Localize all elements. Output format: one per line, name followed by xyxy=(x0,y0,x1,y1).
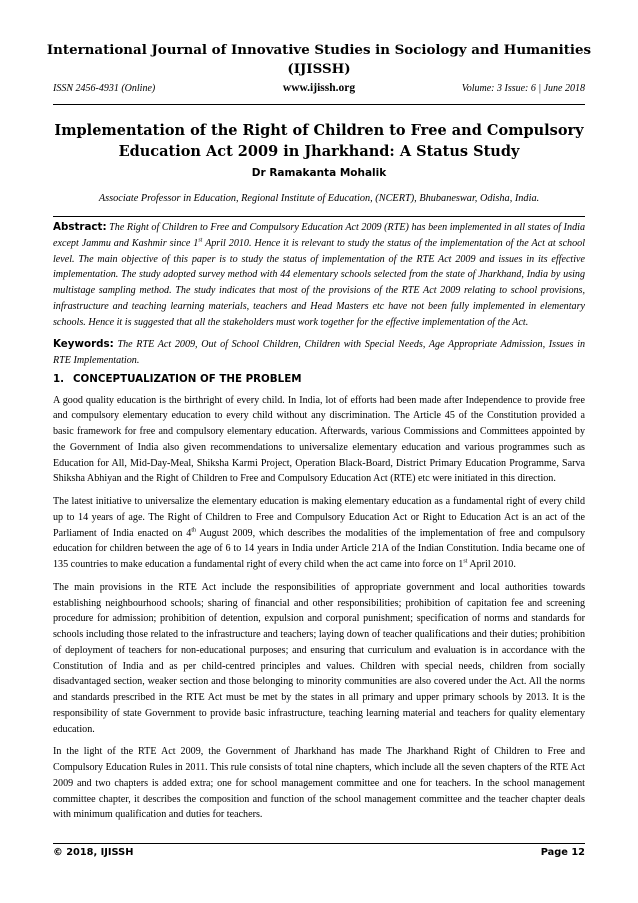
keywords-label: Keywords: xyxy=(53,338,114,351)
journal-title-line1: International Journal of Innovative Studies in Sociology and Humanities xyxy=(46,42,592,58)
abstract-sup: st xyxy=(198,237,203,244)
paragraph-2 xyxy=(53,494,585,573)
paragraph-2-part2: August 2009, which describes the modalities of the implementation of free and compulsory education for children between the age of 6 to 14 years in India under Article 21A of the Indian Constitution. India became one of 135 countries to make education a fundamental right of every child when the act came into force on 1 xyxy=(53,527,585,570)
page-number: Page 12 xyxy=(540,847,585,858)
abstract-text-part2: April 2010. Hence it is relevant to study the status of the implementation of the Act at school level. The main objective of this paper is to study the status of implementation of the RTE Act 2009 and issues in its effective implementation. The study adopted survey method with 44 elementary schools selected from the state of Jharkhand, India by using multistage sampling method. The study indicates that most of the provisions of the RTE Act 2009 relating to school provisions, infrastructure and teaching learning materials, teachers and Head Masters etc have not been fully implemented in elementary schools. Hence it is suggested that all the stakeholders must work together for the effective implementation of the Act. xyxy=(53,237,585,328)
author-affiliation: Associate Professor in Education, Regional Institute of Education, (NCERT), Bhubaneswar, Odisha, India. xyxy=(98,193,540,204)
abstract-top-rule xyxy=(53,216,585,217)
abstract xyxy=(53,220,585,330)
section-heading xyxy=(53,372,585,388)
paper-title-line2: Education Act 2009 in Jharkhand: A Status Study xyxy=(118,143,520,160)
paragraph-4: In the light of the RTE Act 2009, the Government of Jharkhand has made The Jharkhand Right of Children to Free and Compulsory Education Rules in 2011. This rule consists of total nine chapters, which include all the seven chapters of the RTE Act 2009 and two chapters is added extra; one for school management committee and one for teachers. In the school management committee chapter, it describes the composition and function of the school management committee and the teacher chapter deals with minimum qualification and duties for teachers. xyxy=(53,746,585,821)
footer-rule xyxy=(53,843,585,844)
issn-text: ISSN 2456-4931 (Online) xyxy=(53,83,156,94)
keywords-text: The RTE Act 2009, Out of School Children, Children with Special Needs, Age Appropriate Admission, Issues in RTE Implementation. xyxy=(53,339,585,366)
paper-title xyxy=(30,120,608,162)
paragraph-2-part3: April 2010. xyxy=(467,559,516,570)
paragraph-2-sup1: th xyxy=(191,527,196,534)
author-name: Dr Ramakanta Mohalik xyxy=(251,167,387,179)
keywords xyxy=(53,337,585,369)
abstract-label: Abstract: xyxy=(53,221,107,233)
paragraph-2-part1: The latest initiative to universalize the elementary education is making elementary education as a fundamental right of every child up to 14 years of age. The Right of Children to Free and Compulsory Education Act or Right to Education Act is an act of the Parliament of India enacted on 4 xyxy=(53,496,585,539)
header-rule xyxy=(53,104,585,105)
abstract-text-part1: The Right of Children to Free and Compulsory Education Act 2009 (RTE) has been implemented in all states of India except Jammu and Kashmir since 1 xyxy=(53,222,585,249)
volume-issue: Volume: 3 Issue: 6 | June 2018 xyxy=(461,83,585,94)
journal-title xyxy=(30,41,608,79)
paper-title-line1: Implementation of the Right of Children to Free and Compulsory xyxy=(54,122,584,139)
website-link[interactable]: www.ijissh.org xyxy=(282,82,356,94)
section-title: CONCEPTUALIZATION OF THE PROBLEM xyxy=(73,372,302,385)
paragraph-3: The main provisions in the RTE Act include the responsibilities of appropriate government and local authorities towards establishing neighbourhood schools; sharing of financial and other responsibilities; prohibition of capitation fee and screening procedure for admission; prohibition of detention, expulsion and corporal punishment; specification of norms and standards for schools including those related to the infrastructure and teachers; laying down of teacher qualifications and their duties; prohibition of deployment of teachers for non-educational purposes; and ensuring that curriculum and evaluation is in accordance with the Constitution of India and as per child-centred principles and values. Children with special needs, children from socially disadvantaged section, weaker section and those belonging to minority communities are also covered under the Act. All the norms and standards prescribed in the RTE Act must be met by the states in all primary and upper primary schools by 2013. It is the responsibility of state Government to provide basic infrastructure, teaching learning material and teachers for quality elementary education. xyxy=(53,581,585,735)
article-body xyxy=(53,220,585,830)
paragraph-2-sup2: st xyxy=(463,558,468,565)
section-number: 1. xyxy=(53,372,65,385)
paragraph-1: A good quality education is the birthright of every child. In India, lot of efforts had been made after Independence to provide free and compulsory elementary education to every child without any discrimination. The Article 45 of the Constitution provided a basic framework for free and compulsory elementary education. Afterwards, various Commissions and Committees appointed by the Government of India also given recommendations to universalize elementary education and various programmes such as Education for All, Mid-Day-Meal, Shiksha Karmi Project, Operation Black-Board, District Primary Education Programme, Sarva Shiksha Abhiyan and the Right of Children to Free and Compulsory Education Act (RTE) etc were initiated in this direction. xyxy=(53,394,585,485)
journal-title-line2: (IJISSH) xyxy=(287,61,351,77)
copyright-text: © 2018, IJISSH xyxy=(53,847,134,858)
